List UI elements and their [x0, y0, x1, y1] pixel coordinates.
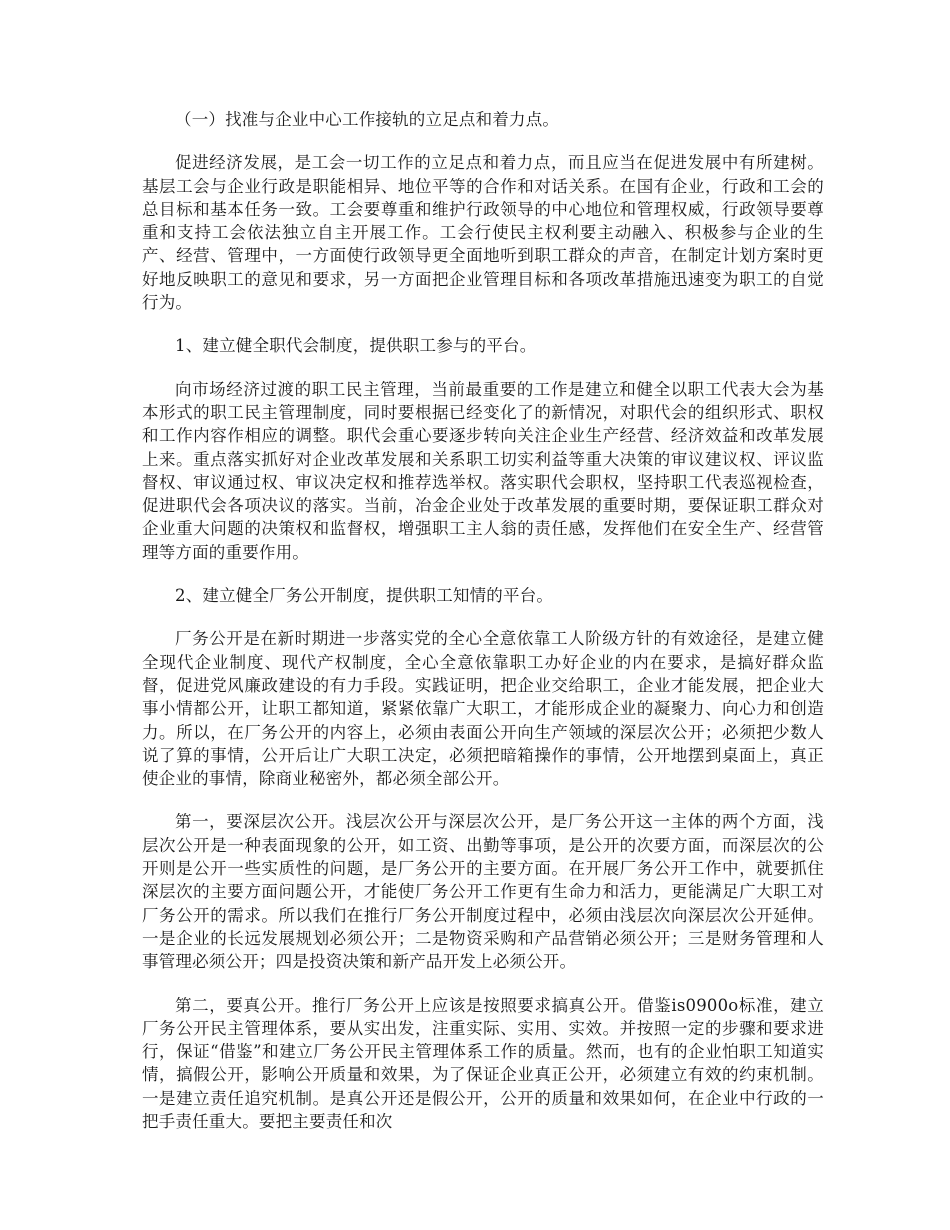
body-paragraph: 第一，要深层次公开。浅层次公开与深层次公开，是厂务公开这一主体的两个方面，浅层次公开是一种表面现象的公开，如工资、出勤等事项，是公开的次要方面，而深层次的公开则是公开一些实质性的问题，是厂务公开的主要方面。在开展厂务公开工作中，就要抓住深层次的主要方面问题公开，才能使厂务公开工作更有生命力和活力，更能满足广大职工对厂务公开的需求。所以我们在推行厂务公开制度过程中，必须由浅层次向深层次公开延伸。一是企业的长远发展规划必须公开；二是物资采购和产品营销必须公开；三是财务管理和人事管理必须公开；四是投资决策和新产品开发上必须公开。: [142, 812, 824, 972]
body-paragraph: 向市场经济过渡的职工民主管理，当前最重要的工作是建立和健全以职工代表大会为基本形式的职工民主管理制度，同时要根据已经变化了的新情况，对职代会的组织形式、职权和工作内容作相应的调整。职代会重心要逐步转向关注企业生产经营、经济效益和改革发展上来。重点落实抓好对企业改革发展和关系职工切实利益等重大决策的审议建议权、评议监督权、审议通过权、审议决定权和推荐选举权。落实职代会职权，坚持职工代表巡视检查，促进职代会各项决议的落实。当前，冶金企业处于改革发展的重要时期，要保证职工群众对企业重大问题的决策权和监督权，增强职工主人翁的责任感，发挥他们在安全生产、经营管理等方面的重要作用。: [142, 379, 824, 562]
section-heading-1: （一）找准与企业中心工作接轨的立足点和着力点。: [175, 110, 560, 129]
body-paragraph: 第二，要真公开。推行厂务公开上应该是按照要求搞真公开。借鉴is0900o标准，建立厂务公开民主管理体系，要从实出发，注重实际、实用、实效。并按照一定的步骤和要求进行，保证“借鉴”和建立厂务公开民主管理体系工作的质量。然而，也有的企业怕职工知道实情，搞假公开，影响公开质量和效果，为了保证企业真正公开，必须建立有效的约束机制。一是建立责任追究机制。是真公开还是假公开，公开的质量和效果如何，在企业中行政的一把手责任重大。要把主要责任和次: [142, 995, 824, 1131]
subsection-heading-1: 1、建立健全职代会制度，提供职工参与的平台。: [175, 336, 537, 356]
subsection-heading-2: 2、建立健全厂务公开制度，提供职工知情的平台。: [175, 586, 554, 606]
document-page: [142, 108, 824, 1153]
body-paragraph: 促进经济发展，是工会一切工作的立足点和着力点，而且应当在促进发展中有所建树。基层工会与企业行政是职能相异、地位平等的合作和对话关系。在国有企业，行政和工会的总目标和基本任务一致。工会要尊重和维护行政领导的中心地位和管理权威，行政领导要尊重和支持工会依法独立自主开展工作。工会行使民主权利要主动融入、积极参与企业的生产、经营、管理中，一方面使行政领导更全面地听到职工群众的声音，在制定计划方案时更好地反映职工的意见和要求，另一方面把企业管理目标和各项改革措施迅速变为职工的自觉行为。: [142, 153, 824, 313]
body-paragraph: 厂务公开是在新时期进一步落实党的全心全意依靠工人阶级方针的有效途径，是建立健全现代企业制度、现代产权制度，全心全意依靠职工办好企业的内在要求，是搞好群众监督，促进党风廉政建设的有力手段。实践证明，把企业交给职工，企业才能发展，把企业大事小情都公开，让职工都知道，紧紧依靠广大职工，才能形成企业的凝聚力、向心力和创造力。所以，在厂务公开的内容上，必须由表面公开向生产领域的深层次公开；必须把少数人说了算的事情，公开后让广大职工决定，必须把暗箱操作的事情，公开地摆到桌面上，真正使企业的事情，除商业秘密外，都必须全部公开。: [142, 629, 824, 789]
